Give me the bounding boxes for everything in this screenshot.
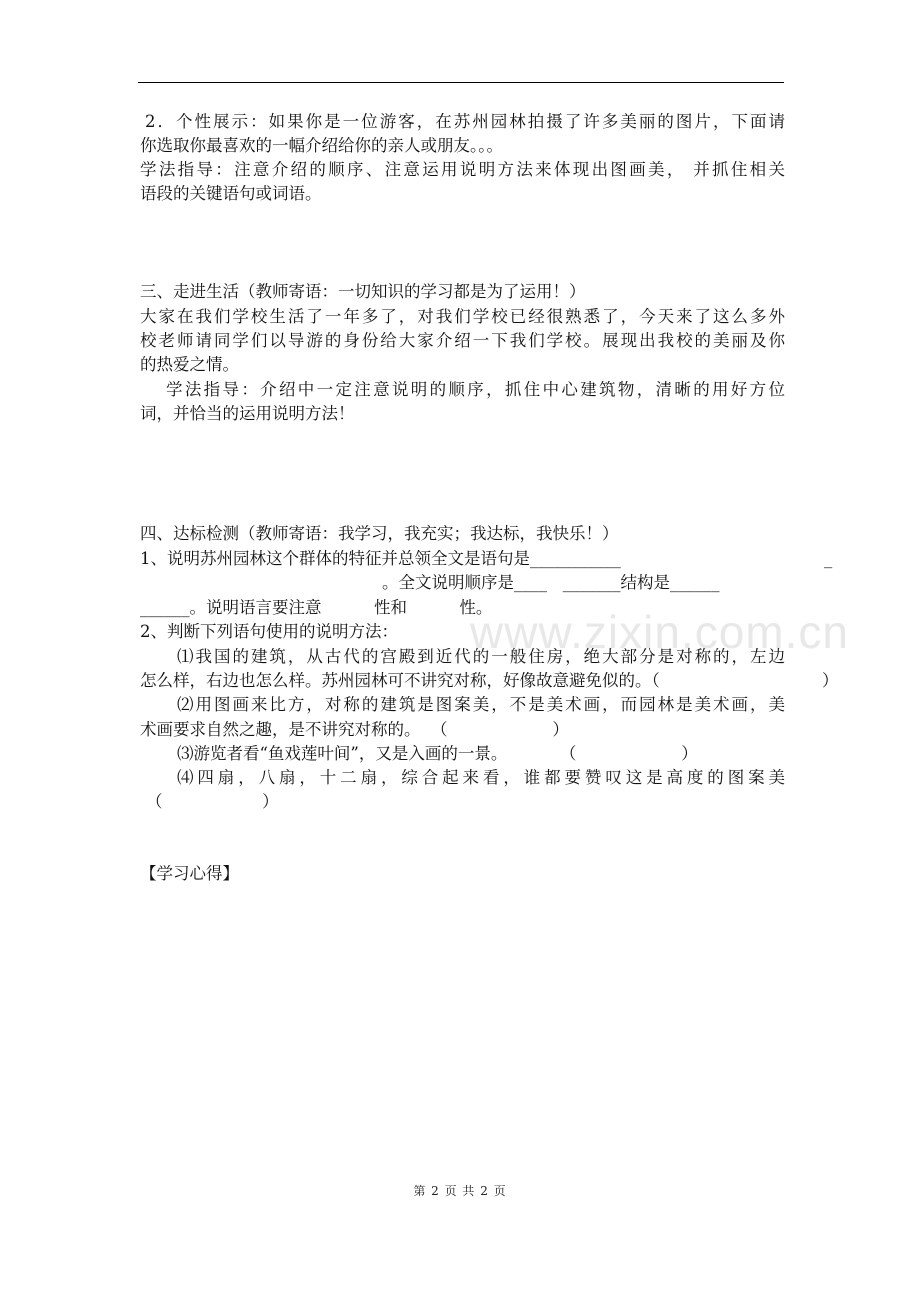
watermark: www.zixin.com.cn [470,606,849,658]
section3-line2: 校老师请同学们以导游的身份给大家介绍一下我们学校。展现出我校的美丽及你 [140,331,785,350]
page-footer: 第 2 页 共 2 页 [413,1184,507,1198]
section3-line3: 的热爱之情。 [140,355,239,374]
q2-item3: ⑶游览者看“鱼戏莲叶间”，又是入画的一景。 （ ） [177,744,698,763]
notes-heading: 【学习心得】 [140,864,239,883]
q2-item1-close: ） [822,671,839,690]
q1-line1-tail: _ [824,549,833,568]
header-rule [138,82,784,83]
q2-item1-line1: ⑴我国的建筑，从古代的宫殿到近代的一般住房，绝大部分是对称的，左边 [177,647,785,666]
q1-line2: 。全文说明顺序是____ _______结构是______ [382,573,720,592]
section2-line4: 语段的关键语句或词语。 [140,184,322,203]
section2-line1: 2．个性展示：如果你是一位游客，在苏州园林拍摄了许多美丽的图片，下面请 [145,112,785,131]
section3-line5: 词，并恰当的运用说明方法！ [140,404,355,423]
q2-heading: 2、判断下列语句使用的说明方法： [140,622,398,641]
section2-line3: 学法指导：注意介绍的顺序、注意运用说明方法来体现出图画美， 并抓住相关 [140,160,785,179]
section4-heading: 四、达标检测（教师寄语：我学习，我充实；我达标，我快乐！） [140,524,619,543]
section3-line4: 学法指导：介绍中一定注意说明的顺序，抓住中心建筑物，清晰的用好方位 [166,380,785,399]
q2-item4-line2: （ ） [146,792,279,811]
q1-line3: ______。说明语言要注意 性和 性。 [140,598,493,617]
q2-item2-line2: 术画要求自然之趣，是不讲究对称的。 （ ） [140,720,569,739]
q2-item4-line1: ⑷四扇，八扇，十二扇，综合起来看，谁都要赞叹这是高度的图案美 [177,768,785,787]
q2-item1-line2: 怎么样，右边也怎么样。苏州园林可不讲究对称，好像故意避免似的。（ [140,671,660,690]
section3-heading: 三、走进生活（教师寄语：一切知识的学习都是为了运用！） [140,282,586,301]
q2-item2-line1: ⑵用图画来比方，对称的建筑是图案美，不是美术画，而园林是美术画，美 [177,695,785,714]
section3-line1: 大家在我们学校生活了一年多了，对我们学校已经很熟悉了，今天来了这么多外 [140,307,785,326]
section2-line2: 你选取你最喜欢的一幅介绍给你的亲人或朋友。。。 [140,136,503,155]
q1-line1: 1、说明苏州园林这个群体的特征并总领全文是语句是___________ [140,549,621,568]
